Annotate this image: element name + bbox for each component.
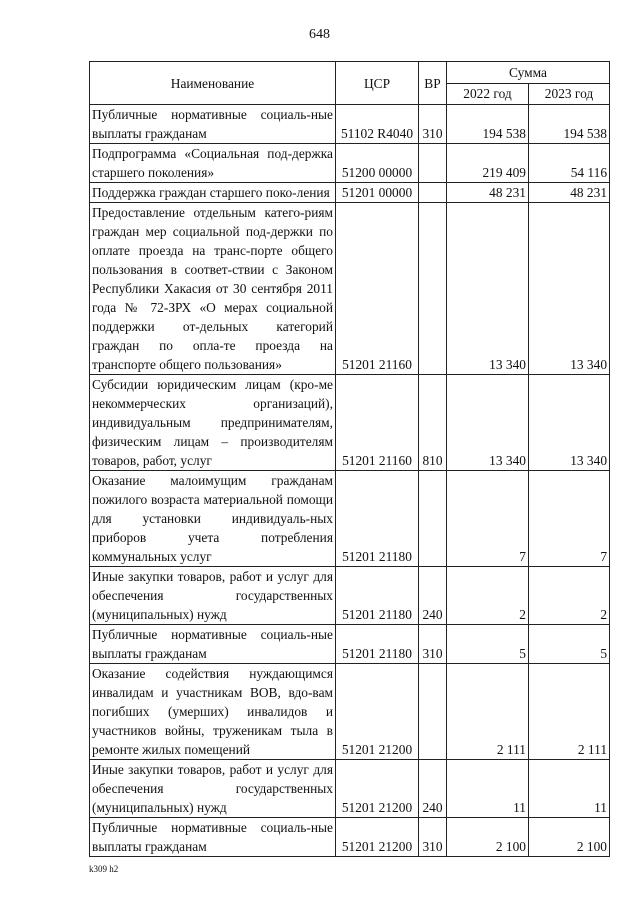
row-vr-cell: [419, 183, 447, 203]
header-csr: ЦСР: [336, 62, 419, 105]
row-name-cell: Публичные нормативные социаль-ные выплаты гражданам: [90, 625, 336, 664]
row-name-cell: Публичные нормативные социаль-ные выплаты гражданам: [90, 105, 336, 144]
table-row: [90, 375, 610, 471]
row-2023-cell: 54 116: [529, 144, 610, 183]
row-2022-cell: 13 340: [447, 203, 529, 375]
row-csr-cell: 51201 00000: [336, 183, 419, 203]
header-vr: ВР: [419, 62, 447, 105]
row-name-cell: Оказание малоимущим гражданам пожилого возраста материальной помощи для установки индивидуаль-ных приборов учета потребления коммунальных услуг: [90, 471, 336, 567]
table-row: [90, 203, 610, 375]
row-2022-cell: 13 340: [447, 375, 529, 471]
header-year-2023: 2023 год: [529, 83, 610, 105]
table-row: [90, 818, 610, 857]
row-name-cell: Поддержка граждан старшего поко-ления: [90, 183, 336, 203]
row-2022-cell: 7: [447, 471, 529, 567]
row-name-cell: Иные закупки товаров, работ и услуг для обеспечения государственных (муниципальных) нужд: [90, 760, 336, 818]
row-2022-cell: 48 231: [447, 183, 529, 203]
row-2023-cell: 2: [529, 567, 610, 625]
row-vr-cell: 310: [419, 625, 447, 664]
header-sum: Сумма: [447, 62, 610, 84]
page-number: 648: [309, 27, 330, 42]
row-2022-cell: 2 111: [447, 664, 529, 760]
row-2022-cell: 194 538: [447, 105, 529, 144]
row-2022-cell: 2 100: [447, 818, 529, 857]
row-csr-cell: 51201 21200: [336, 818, 419, 857]
row-vr-cell: [419, 664, 447, 760]
row-csr-cell: 51201 21160: [336, 375, 419, 471]
row-2023-cell: 11: [529, 760, 610, 818]
row-2022-cell: 11: [447, 760, 529, 818]
footer-code: k309 h2: [89, 864, 119, 874]
row-vr-cell: 240: [419, 760, 447, 818]
row-name-cell: Оказание содействия нуждающимся инвалидам и участникам ВОВ, вдо-вам погибших (умерших) инвалидов и участников войны, труженикам тыла в ремонте жилых помещений: [90, 664, 336, 760]
row-2023-cell: 7: [529, 471, 610, 567]
table-row: [90, 625, 610, 664]
table-row: [90, 144, 610, 183]
row-name-cell: Субсидии юридическим лицам (кро-ме некоммерческих организаций), индивидуальным предпринимателям, физическим лицам – производителям товаров, работ, услуг: [90, 375, 336, 471]
table-row: [90, 471, 610, 567]
row-2023-cell: 2 111: [529, 664, 610, 760]
row-name-cell: Подпрограмма «Социальная под-держка старшего поколения»: [90, 144, 336, 183]
row-vr-cell: [419, 471, 447, 567]
row-csr-cell: 51201 21180: [336, 625, 419, 664]
row-2022-cell: 2: [447, 567, 529, 625]
row-vr-cell: 310: [419, 105, 447, 144]
row-2023-cell: 48 231: [529, 183, 610, 203]
row-2023-cell: 2 100: [529, 818, 610, 857]
row-name-cell: Иные закупки товаров, работ и услуг для обеспечения государственных (муниципальных) нужд: [90, 567, 336, 625]
row-2023-cell: 13 340: [529, 203, 610, 375]
row-name-cell: Предоставление отдельным катего-риям граждан мер социальной под-держки по оплате проезда на транс-порте общего пользования в соответ-ствии с Законом Республики Хакасия от 30 сентября 2011 года № 72-ЗРХ «О мерах социальной поддержки от-дельных категорий граждан по опла-те проезда на транспорте общего пользования»: [90, 203, 336, 375]
row-vr-cell: 310: [419, 818, 447, 857]
row-name-cell: Публичные нормативные социаль-ные выплаты гражданам: [90, 818, 336, 857]
header-year-2022: 2022 год: [447, 83, 529, 105]
header-name: Наименование: [90, 62, 336, 105]
row-vr-cell: [419, 144, 447, 183]
row-2023-cell: 13 340: [529, 375, 610, 471]
row-csr-cell: 51201 21180: [336, 471, 419, 567]
row-2022-cell: 219 409: [447, 144, 529, 183]
row-vr-cell: 240: [419, 567, 447, 625]
row-csr-cell: 51201 21200: [336, 664, 419, 760]
table-row: [90, 760, 610, 818]
row-vr-cell: 810: [419, 375, 447, 471]
row-csr-cell: 51102 R4040: [336, 105, 419, 144]
row-2022-cell: 5: [447, 625, 529, 664]
table-row: [90, 105, 610, 144]
row-csr-cell: 51201 21200: [336, 760, 419, 818]
row-csr-cell: 51200 00000: [336, 144, 419, 183]
row-2023-cell: 194 538: [529, 105, 610, 144]
table-row: [90, 664, 610, 760]
budget-table: [89, 61, 610, 857]
table-row: [90, 567, 610, 625]
row-csr-cell: 51201 21160: [336, 203, 419, 375]
row-2023-cell: 5: [529, 625, 610, 664]
row-csr-cell: 51201 21180: [336, 567, 419, 625]
row-vr-cell: [419, 203, 447, 375]
table-row: [90, 183, 610, 203]
